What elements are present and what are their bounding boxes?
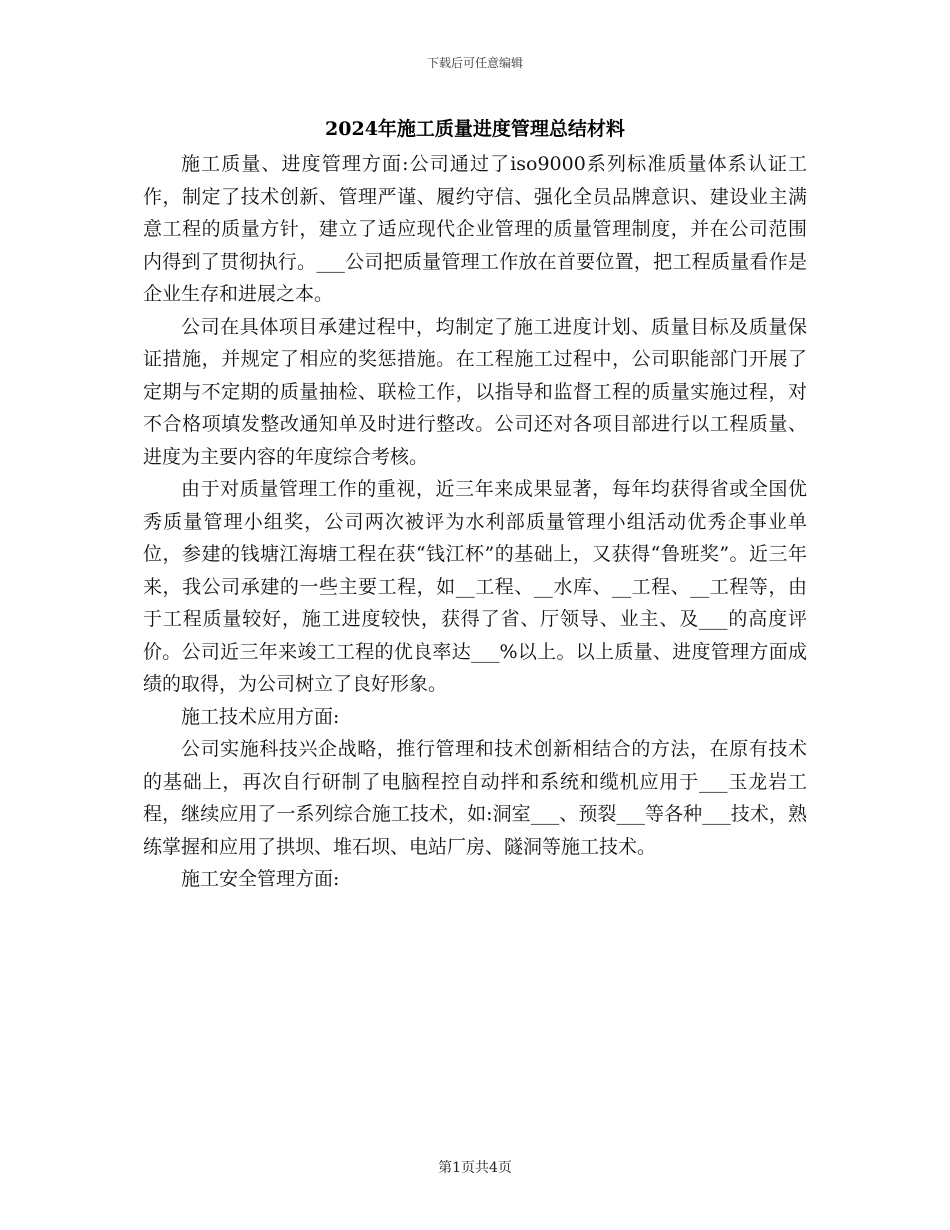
page-number-footer: 第1页共4页 (438, 1160, 512, 1176)
document-body (143, 148, 807, 896)
paragraph-quality-progress: 施工质量、进度管理方面:公司通过了iso9000系列标准质量体系认证工作，制定了技术创新、管理严谨、履约守信、强化全员品牌意识、建设业主满意工程的质量方针，建立了适应现代企业管理的质量管理制度，并在公司范围内得到了贯彻执行。___公司把质量管理工作放在首要位置，把工程质量看作是企业生存和进展之本。 (143, 153, 807, 305)
page-header-note: 下载后可任意编辑 (426, 56, 523, 70)
section-heading-safety: 施工安全管理方面: (181, 868, 340, 890)
document-title: 2024年施工质量进度管理总结材料 (325, 118, 625, 140)
paragraph-technology: 公司实施科技兴企战略，推行管理和技术创新相结合的方法，在原有技术的基础上，再次自行研制了电脑程控自动拌和系统和缆机应用于___玉龙岩工程，继续应用了一系列综合施工技术，如:洞室___、预裂___等各种___技术，熟练掌握和应用了拱坝、堆石坝、电站厂房、隧洞等施工技术。 (143, 738, 807, 858)
section-heading-technology: 施工技术应用方面: (181, 705, 340, 728)
paragraph-achievements: 由于对质量管理工作的重视，近三年来成果显著，每年均获得省或全国优秀质量管理小组奖，公司两次被评为水利部质量管理小组活动优秀企事业单位，参建的钱塘江海塘工程在获“钱江杯”的基础上，又获得“鲁班奖”。近三年来，我公司承建的一些主要工程，如__工程、__水库、__工程、__工程等，由于工程质量较好，施工进度较快，获得了省、厅领导、业主、及___的高度评价。公司近三年来竣工工程的优良率达___%以上。以上质量、进度管理方面成绩的取得，为公司树立了良好形象。 (143, 478, 807, 695)
paragraph-project-process: 公司在具体项目承建过程中，均制定了施工进度计划、质量目标及质量保证措施，并规定了相应的奖惩措施。在工程施工过程中，公司职能部门开展了定期与不定期的质量抽检、联检工作，以指导和监督工程的质量实施过程，对不合格项填发整改通知单及时进行整改。公司还对各项目部进行以工程质量、进度为主要内容的年度综合考核。 (143, 315, 807, 468)
